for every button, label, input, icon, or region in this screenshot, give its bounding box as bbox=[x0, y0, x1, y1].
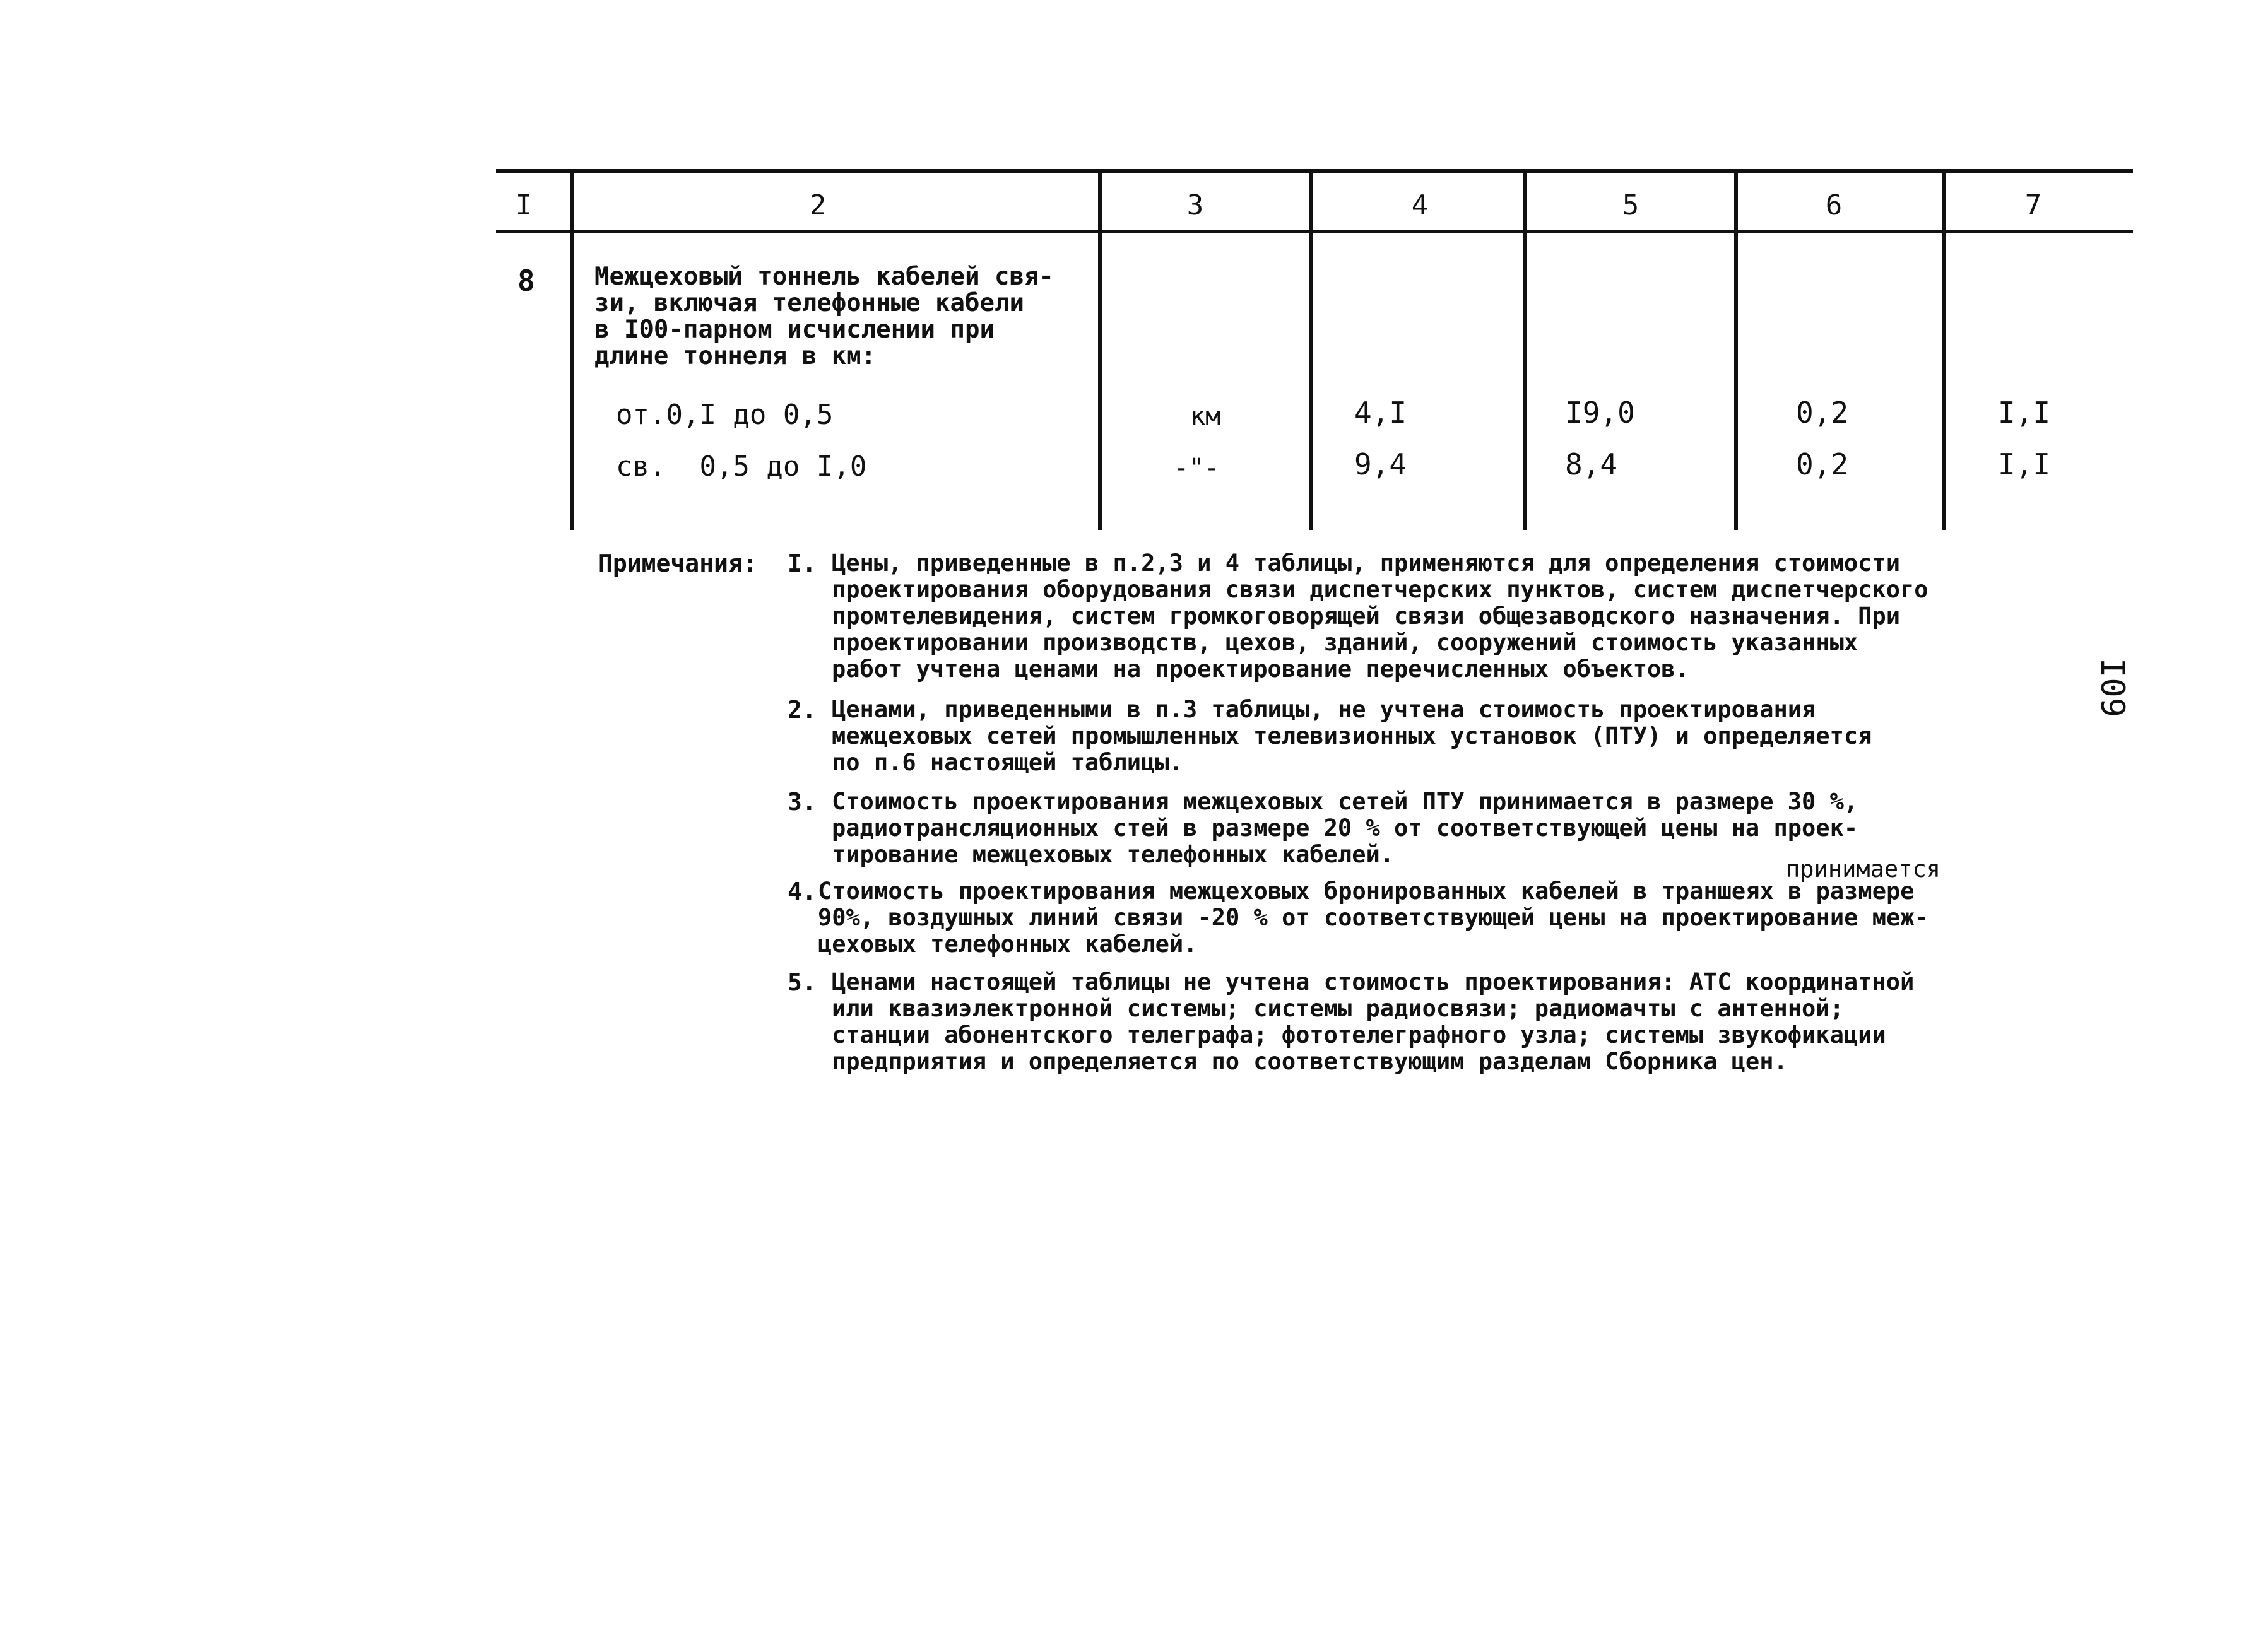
subrow-label: от.0,I до 0,5 bbox=[616, 399, 834, 431]
note-number: 3. bbox=[788, 788, 817, 816]
table-header-col-1: I bbox=[515, 189, 533, 221]
table-column-divider bbox=[1942, 169, 1946, 530]
table-header-col-5: 5 bbox=[1622, 189, 1639, 221]
subrow-unit: км bbox=[1190, 402, 1221, 431]
subrow-col-7: I,I bbox=[1998, 396, 2051, 430]
table-row-number: 8 bbox=[517, 264, 535, 298]
note-text: Стоимость проектирования межцеховых сетей ПТУ принимается в размере 30 %, радиотрансляционных стей в размере 20 % от соответствующей цены на проек- тирование межцеховых телефонных кабелей. bbox=[832, 788, 1858, 868]
note-text: Ценами, приведенными в п.3 таблицы, не учтена стоимость проектирования межцеховых сетей промышленных телевизионных установок (ПТУ) и определяется по п.6 настоящей таблицы. bbox=[832, 696, 1872, 776]
table-top-rule bbox=[496, 169, 2133, 173]
subrow-col-4: 9,4 bbox=[1354, 447, 1407, 481]
note-text: Ценами настоящей таблицы не учтена стоимость проектирования: АТС координатной или квазиэлектронной системы; системы радиосвязи; радиомачты с антенной; станции абонентского телеграфа; фототелеграфного узла; системы звукофикации предприятия и определяется по соответствующим разделам Сборника цен. bbox=[832, 968, 1915, 1075]
note-text: Стоимость проектирования межцеховых бронированных кабелей в траншеях в размере 90%, воздушных линий связи -20 % от соответствующей цены на проектирование меж- цеховых телефонных кабелей. bbox=[818, 878, 1928, 958]
note-text: Цены, приведенные в п.2,3 и 4 таблицы, применяются для определения стоимости проектирования оборудования связи диспетчерских пунктов, систем диспетчерского промтелевидения, систем громкоговорящей связи общезаводского назначения. При проектировании производств, цехов, зданий, сооружений стоимость указанных работ учтена ценами на проектирование перечисленных объектов. bbox=[832, 549, 1928, 683]
subrow-col-5: I9,0 bbox=[1565, 396, 1635, 430]
table-header-rule bbox=[496, 230, 2133, 233]
table-column-divider bbox=[1309, 169, 1313, 530]
note-number: 5. bbox=[788, 968, 817, 996]
subrow-col-7: I,I bbox=[1998, 447, 2051, 481]
note-number: 4. bbox=[788, 878, 817, 905]
notes-label: Примечания: bbox=[598, 549, 757, 577]
table-column-divider bbox=[1523, 169, 1527, 530]
page-number: I09 bbox=[2093, 658, 2131, 717]
table-column-divider bbox=[570, 169, 574, 530]
table-header-col-2: 2 bbox=[809, 189, 827, 221]
table-column-divider bbox=[1734, 169, 1738, 530]
note-number: 2. bbox=[788, 696, 817, 724]
subrow-col-5: 8,4 bbox=[1565, 447, 1618, 481]
handwritten-insertion: принимается bbox=[1786, 855, 1941, 883]
table-header-col-6: 6 bbox=[1825, 189, 1843, 221]
subrow-label: св. 0,5 до I,0 bbox=[616, 450, 867, 483]
table-header-col-4: 4 bbox=[1411, 189, 1429, 221]
subrow-col-4: 4,I bbox=[1354, 396, 1407, 430]
table-header-col-7: 7 bbox=[2024, 189, 2042, 221]
table-header-col-3: 3 bbox=[1186, 189, 1204, 221]
subrow-col-6: 0,2 bbox=[1796, 447, 1849, 481]
table-row-description: Межцеховый тоннель кабелей свя- зи, включая телефонные кабели в I00-парном исчислении при длине тоннеля в км: bbox=[594, 262, 1054, 370]
note-number: I. bbox=[788, 549, 817, 577]
subrow-col-6: 0,2 bbox=[1796, 396, 1849, 430]
subrow-unit: -"- bbox=[1174, 454, 1220, 483]
